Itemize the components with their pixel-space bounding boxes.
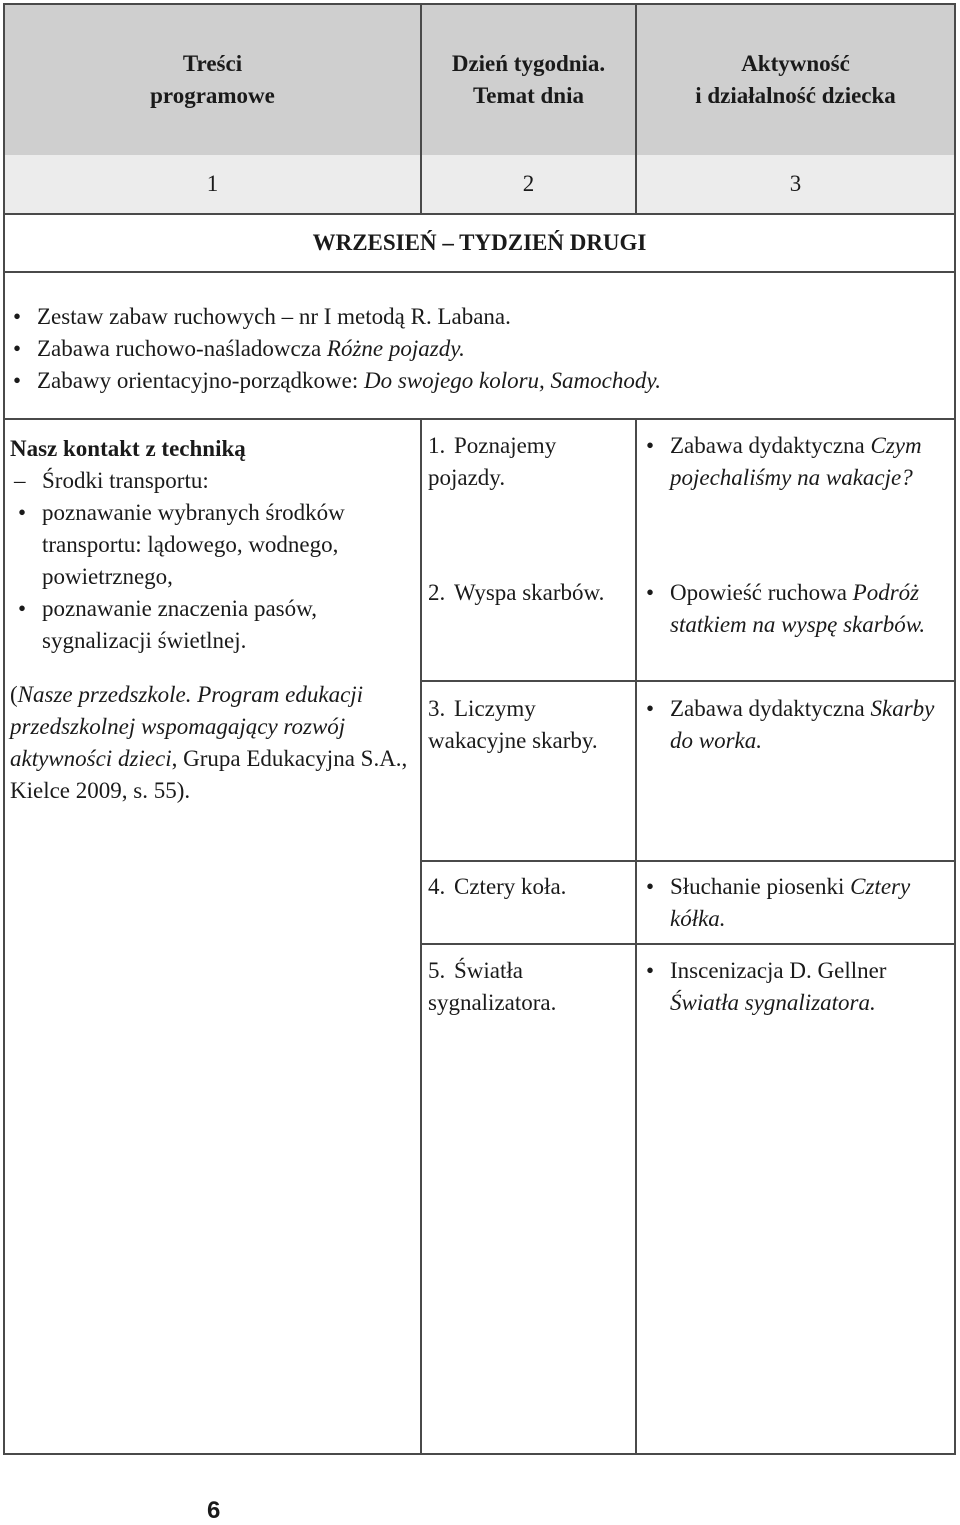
- day-activity-1: [638, 430, 958, 494]
- table-header: [5, 5, 954, 157]
- activity-item: [638, 693, 958, 757]
- month-week-title: WRZESIEŃ – TYDZIEŃ DRUGI: [5, 215, 954, 273]
- activity-title: Czym pojechaliśmy na wakacje?: [670, 433, 922, 490]
- day-title: Poznajemy pojazdy.: [428, 433, 557, 490]
- activity-item: [638, 955, 958, 1019]
- page-number: 6: [207, 1497, 221, 1524]
- day-activity-5: [638, 955, 958, 1019]
- program-heading: Nasz kontakt z techniką: [10, 436, 246, 461]
- list-item: [5, 333, 945, 365]
- program-source: [10, 679, 410, 807]
- program-subheading: – Środki transportu:: [10, 465, 410, 497]
- day-title: Liczymy wakacyjne skarby.: [428, 696, 598, 753]
- row-divider: [422, 943, 954, 945]
- day-number: 4.: [428, 874, 446, 899]
- column-number-row: [5, 155, 954, 215]
- source-publisher: , Grupa Edukacyjna S.A., Kielce 2009, s. 55).: [10, 746, 408, 803]
- program-item: • poznawanie znaczenia pasów, sygnalizacji świetlnej.: [10, 593, 410, 657]
- source-paren: (: [10, 682, 18, 707]
- day-title: Cztery koła.: [454, 874, 567, 899]
- lesson-plan-table: [3, 3, 956, 1455]
- column-number-1: 1: [206, 171, 219, 196]
- column-number-3: 3: [789, 171, 802, 196]
- day-title: Światła sygnalizatora.: [428, 958, 557, 1015]
- divider: [420, 5, 422, 213]
- day-number: 5.: [428, 958, 446, 983]
- header-day-topic: Dzień tygodnia. Temat dnia: [451, 51, 606, 108]
- list-item: [5, 301, 945, 333]
- activity-text: Zabawa dydaktyczna: [670, 433, 871, 458]
- day-activity-3: [638, 693, 958, 757]
- day-title: Wyspa skarbów.: [454, 580, 605, 605]
- row-divider: [422, 860, 954, 862]
- activity-item: [638, 577, 958, 641]
- divider: [635, 420, 637, 1453]
- play-text: Zestaw zabaw ruchowych – nr I metodą R. Labana.: [37, 304, 511, 329]
- activity-item: [638, 430, 958, 494]
- activity-title: Cztery kółka.: [670, 874, 911, 931]
- play-title: Różne pojazdy.: [326, 336, 465, 361]
- divider: [635, 5, 637, 213]
- day-topic-3: [428, 693, 608, 757]
- activity-text: Zabawa dydaktyczna: [670, 696, 871, 721]
- activity-text: Opowieść ruchowa: [670, 580, 853, 605]
- day-number: 2.: [428, 580, 446, 605]
- activity-title: Światła sygnalizatora.: [670, 990, 876, 1015]
- program-content: [10, 433, 410, 807]
- day-activity-4: [638, 871, 953, 935]
- header-program-content: Treści programowe: [150, 51, 275, 108]
- day-number: 1.: [428, 433, 446, 458]
- source-title: Nasze przedszkole. Program edukacji przedszkolnej wspomagający rozwój aktywności dzieci: [10, 682, 364, 771]
- day-activity-2: [638, 577, 958, 641]
- activity-text: Słuchanie piosenki: [670, 874, 851, 899]
- activity-title: Podróż statkiem na wyspę skarbów.: [670, 580, 926, 637]
- column-number-2: 2: [522, 171, 535, 196]
- play-text: Zabawa ruchowo-naśladowcza: [37, 336, 327, 361]
- day-topic-1: [428, 430, 628, 494]
- program-item: • poznawanie wybranych środków transportu: lądowego, wodnego, powietrznego,: [10, 497, 410, 593]
- header-activity: Aktywność i działalność dziecka: [695, 51, 896, 108]
- day-topic-5: [428, 955, 633, 1019]
- play-title: Do swojego koloru, Samochody.: [363, 368, 662, 393]
- day-topic-4: [428, 871, 628, 903]
- day-number: 3.: [428, 696, 446, 721]
- list-item: [5, 365, 945, 397]
- activity-title: Skarby do worka.: [670, 696, 935, 753]
- play-text: Zabawy orientacyjno-porządkowe:: [37, 368, 364, 393]
- divider: [420, 420, 422, 1453]
- activity-item: [638, 871, 953, 935]
- day-topic-2: [428, 577, 643, 609]
- morning-plays: [5, 273, 954, 420]
- activity-text: Inscenizacja D. Gellner: [670, 958, 887, 983]
- row-divider: [422, 680, 954, 682]
